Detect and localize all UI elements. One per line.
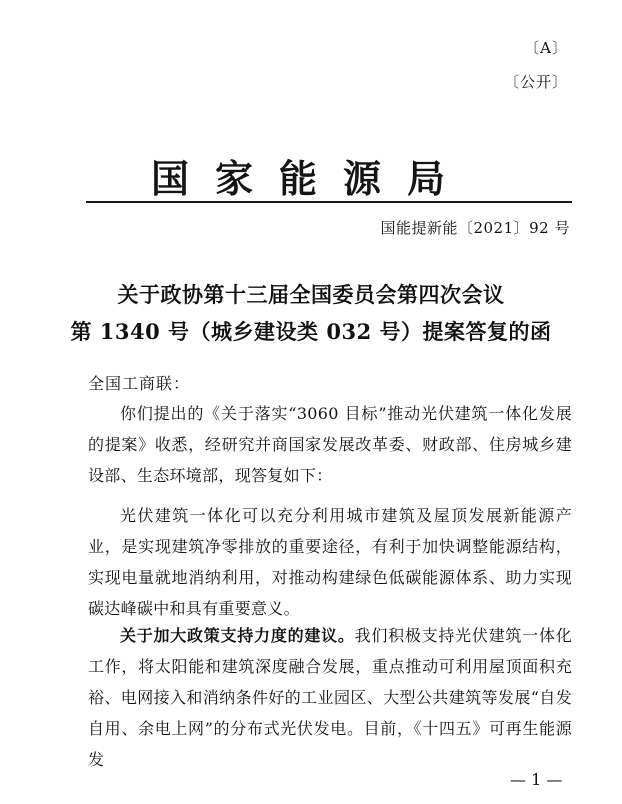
page-number: — 1 — [510, 770, 563, 789]
header-divider [86, 201, 572, 203]
salutation: 全国工商联： [88, 374, 191, 393]
body-paragraph-2: 光伏建筑一体化可以充分利用城市建筑及屋顶发展新能源产业，是实现建筑净零排放的重要途径，有利于加快调整能源结构，实现电量就地消纳利用，对推动构建绿色低碳能源体系、助力实现碳达峰碳中和具有重要意义。 [88, 506, 572, 618]
paragraph-3-lead: 关于加大政策支持力度的建议。 [120, 626, 355, 645]
body-paragraph-3 [88, 620, 572, 775]
document-number: 国能提新能〔2021〕92 号 [380, 219, 570, 237]
document-title-line-1: 关于政协第十三届全国委员会第四次会议 [117, 282, 505, 307]
agency-letterhead: 国家能源局 [150, 157, 471, 201]
document-title-line-2: 第 1340 号（城乡建设类 032 号）提案答复的函 [70, 319, 552, 344]
public-status-tag: 〔公开〕 [503, 73, 568, 91]
paragraph-3-text: 我们积极支持光伏建筑一体化工作，将太阳能和建筑深度融合发展，重点推动可利用屋顶面积充裕、电网接入和消纳条件好的工业园区、大型公共建筑等发展“自发自用、余电上网”的分布式光伏发电。目前，《十四五》可再生能源发 [88, 626, 572, 769]
body-paragraph-1: 你们提出的《关于落实“3060 目标”推动光伏建筑一体化发展的提案》收悉，经研究并商国家发展改革委、财政部、住房城乡建设部、生态环境部，现答复如下： [88, 404, 572, 485]
classification-tag: 〔A〕 [524, 39, 568, 57]
